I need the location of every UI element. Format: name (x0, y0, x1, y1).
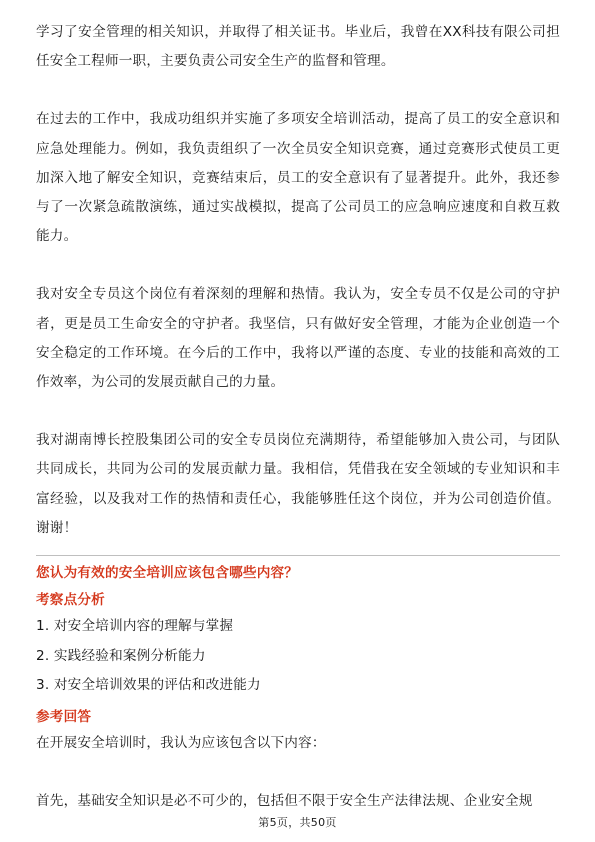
paragraph-understanding: 我对安全专员这个岗位有着深刻的理解和热情。我认为，安全专员不仅是公司的守护者，更是员工生命安全的守护者。我坚信，只有做好安全管理，才能为企业创造一个安全稳定的工作环境。在今后的工作中，我将以严谨的态度、专业的技能和高效的工作效率，为公司的发展贡献自己的力量。 (36, 286, 560, 391)
analysis-point: 2. 实践经验和案例分析能力 (36, 647, 206, 664)
answer-title: 参考回答 (36, 708, 92, 725)
analysis-point: 1. 对安全培训内容的理解与掌握 (36, 618, 234, 635)
interview-question: 您认为有效的安全培训应该包含哪些内容？ (36, 565, 299, 582)
answer-intro: 在开展安全培训时，我认为应该包含以下内容： (36, 734, 326, 751)
analysis-title: 考察点分析 (36, 592, 105, 609)
analysis-point: 3. 对安全培训效果的评估和改进能力 (36, 677, 261, 694)
analysis-points-list (36, 612, 560, 701)
paragraph-gap (36, 76, 560, 105)
paragraph-expectation: 我对湖南博长控股集团公司的安全专员岗位充满期待，希望能够加入贵公司，与团队共同成长，共同为公司的发展贡献力量。我相信，凭借我在安全领域的专业知识和丰富经验，以及我对工作的热情和责任心，我能够胜任这个岗位，并为公司创造价值。谢谢！ (36, 432, 560, 536)
paragraph-background: 学习了安全管理的相关知识，并取得了相关证书。毕业后，我曾在XX科技有限公司担任安全工程师一职，主要负责公司安全生产的监督和管理。 (36, 24, 560, 70)
paragraph-gap (36, 758, 560, 787)
paragraph-experience: 在过去的工作中，我成功组织并实施了多项安全培训活动，提高了员工的安全意识和应急处理能力。例如，我负责组织了一次全员安全知识竞赛，通过竞赛形式使员工更加深入地了解安全知识，竞赛结束后，员工的安全意识有了显著提升。此外，我还参与了一次紧急疏散演练，通过实战模拟，提高了公司员工的应急响应速度和自救互救能力。 (36, 111, 560, 245)
answer-first-point: 首先，基础安全知识是必不可少的，包括但不限于安全生产法律法规、企业安全规 (36, 792, 533, 809)
paragraph-gap (36, 397, 560, 426)
document-content (36, 18, 560, 816)
paragraph-gap (36, 251, 560, 280)
page-number-footer: 第5页，共50页 (258, 816, 337, 829)
section-divider (36, 555, 560, 556)
